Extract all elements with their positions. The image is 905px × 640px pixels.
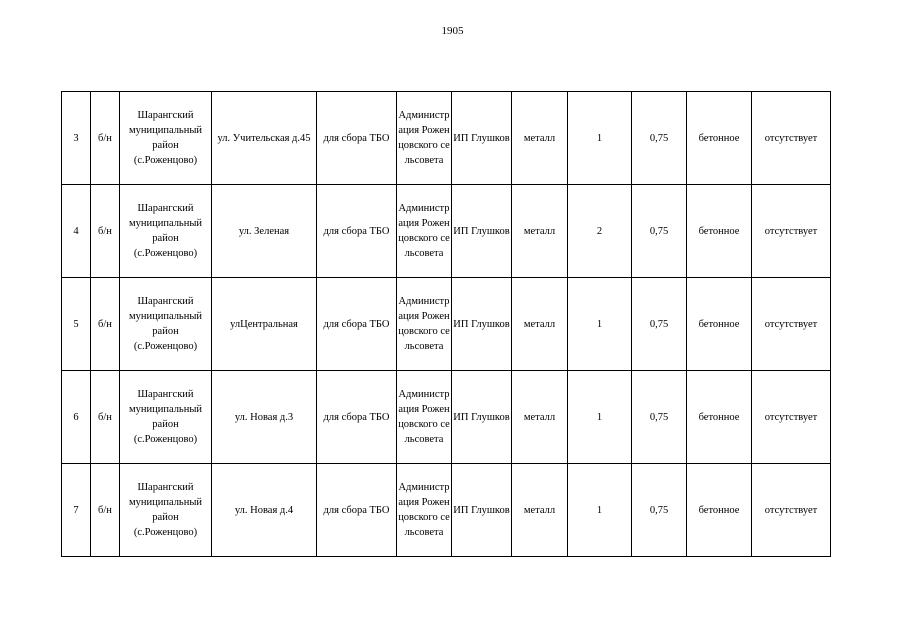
cell-material: металл xyxy=(512,92,568,185)
cell-count: 1 xyxy=(568,92,632,185)
cell-purpose: для сбора ТБО xyxy=(317,464,397,557)
cell-volume: 0,75 xyxy=(632,464,687,557)
cell-num: 7 xyxy=(62,464,91,557)
cell-operator: ИП Глушков xyxy=(452,464,512,557)
cell-address: улЦентральная xyxy=(212,278,317,371)
cell-num: 4 xyxy=(62,185,91,278)
cell-owner: Администрация Роженцовского сельсовета xyxy=(397,371,452,464)
cell-fence: отсутствует xyxy=(752,92,831,185)
cell-address: ул. Учительская д.45 xyxy=(212,92,317,185)
cell-fence: отсутствует xyxy=(752,464,831,557)
table-row xyxy=(62,464,831,557)
cell-operator: ИП Глушков xyxy=(452,92,512,185)
cell-district: Шарангский муниципальный район (с.Роженцово) xyxy=(120,371,212,464)
cell-reg: б/н xyxy=(91,92,120,185)
cell-material: металл xyxy=(512,464,568,557)
cell-surface: бетонное xyxy=(687,92,752,185)
cell-volume: 0,75 xyxy=(632,278,687,371)
cell-material: металл xyxy=(512,278,568,371)
cell-count: 2 xyxy=(568,185,632,278)
cell-fence: отсутствует xyxy=(752,185,831,278)
cell-operator: ИП Глушков xyxy=(452,278,512,371)
cell-count: 1 xyxy=(568,371,632,464)
cell-purpose: для сбора ТБО xyxy=(317,278,397,371)
cell-num: 5 xyxy=(62,278,91,371)
table-row xyxy=(62,278,831,371)
cell-district: Шарангский муниципальный район (с.Роженцово) xyxy=(120,92,212,185)
cell-district: Шарангский муниципальный район (с.Роженцово) xyxy=(120,278,212,371)
cell-surface: бетонное xyxy=(687,278,752,371)
cell-district: Шарангский муниципальный район (с.Роженцово) xyxy=(120,185,212,278)
cell-surface: бетонное xyxy=(687,185,752,278)
cell-num: 6 xyxy=(62,371,91,464)
cell-count: 1 xyxy=(568,464,632,557)
cell-reg: б/н xyxy=(91,464,120,557)
cell-operator: ИП Глушков xyxy=(452,371,512,464)
cell-purpose: для сбора ТБО xyxy=(317,185,397,278)
cell-address: ул. Новая д.3 xyxy=(212,371,317,464)
cell-volume: 0,75 xyxy=(632,92,687,185)
cell-district: Шарангский муниципальный район (с.Роженцово) xyxy=(120,464,212,557)
cell-owner: Администрация Роженцовского сельсовета xyxy=(397,92,452,185)
cell-purpose: для сбора ТБО xyxy=(317,371,397,464)
cell-reg: б/н xyxy=(91,371,120,464)
cell-material: металл xyxy=(512,371,568,464)
cell-operator: ИП Глушков xyxy=(452,185,512,278)
cell-fence: отсутствует xyxy=(752,371,831,464)
cell-owner: Администрация Роженцовского сельсовета xyxy=(397,185,452,278)
cell-count: 1 xyxy=(568,278,632,371)
waste-sites-table xyxy=(61,91,831,557)
cell-owner: Администрация Роженцовского сельсовета xyxy=(397,464,452,557)
cell-surface: бетонное xyxy=(687,371,752,464)
cell-material: металл xyxy=(512,185,568,278)
cell-purpose: для сбора ТБО xyxy=(317,92,397,185)
cell-reg: б/н xyxy=(91,278,120,371)
table-row xyxy=(62,92,831,185)
cell-address: ул. Зеленая xyxy=(212,185,317,278)
table-row xyxy=(62,371,831,464)
cell-volume: 0,75 xyxy=(632,185,687,278)
cell-fence: отсутствует xyxy=(752,278,831,371)
cell-volume: 0,75 xyxy=(632,371,687,464)
cell-address: ул. Новая д.4 xyxy=(212,464,317,557)
cell-owner: Администрация Роженцовского сельсовета xyxy=(397,278,452,371)
cell-reg: б/н xyxy=(91,185,120,278)
page-number: 1905 xyxy=(441,25,464,37)
cell-num: 3 xyxy=(62,92,91,185)
table-row xyxy=(62,185,831,278)
cell-surface: бетонное xyxy=(687,464,752,557)
